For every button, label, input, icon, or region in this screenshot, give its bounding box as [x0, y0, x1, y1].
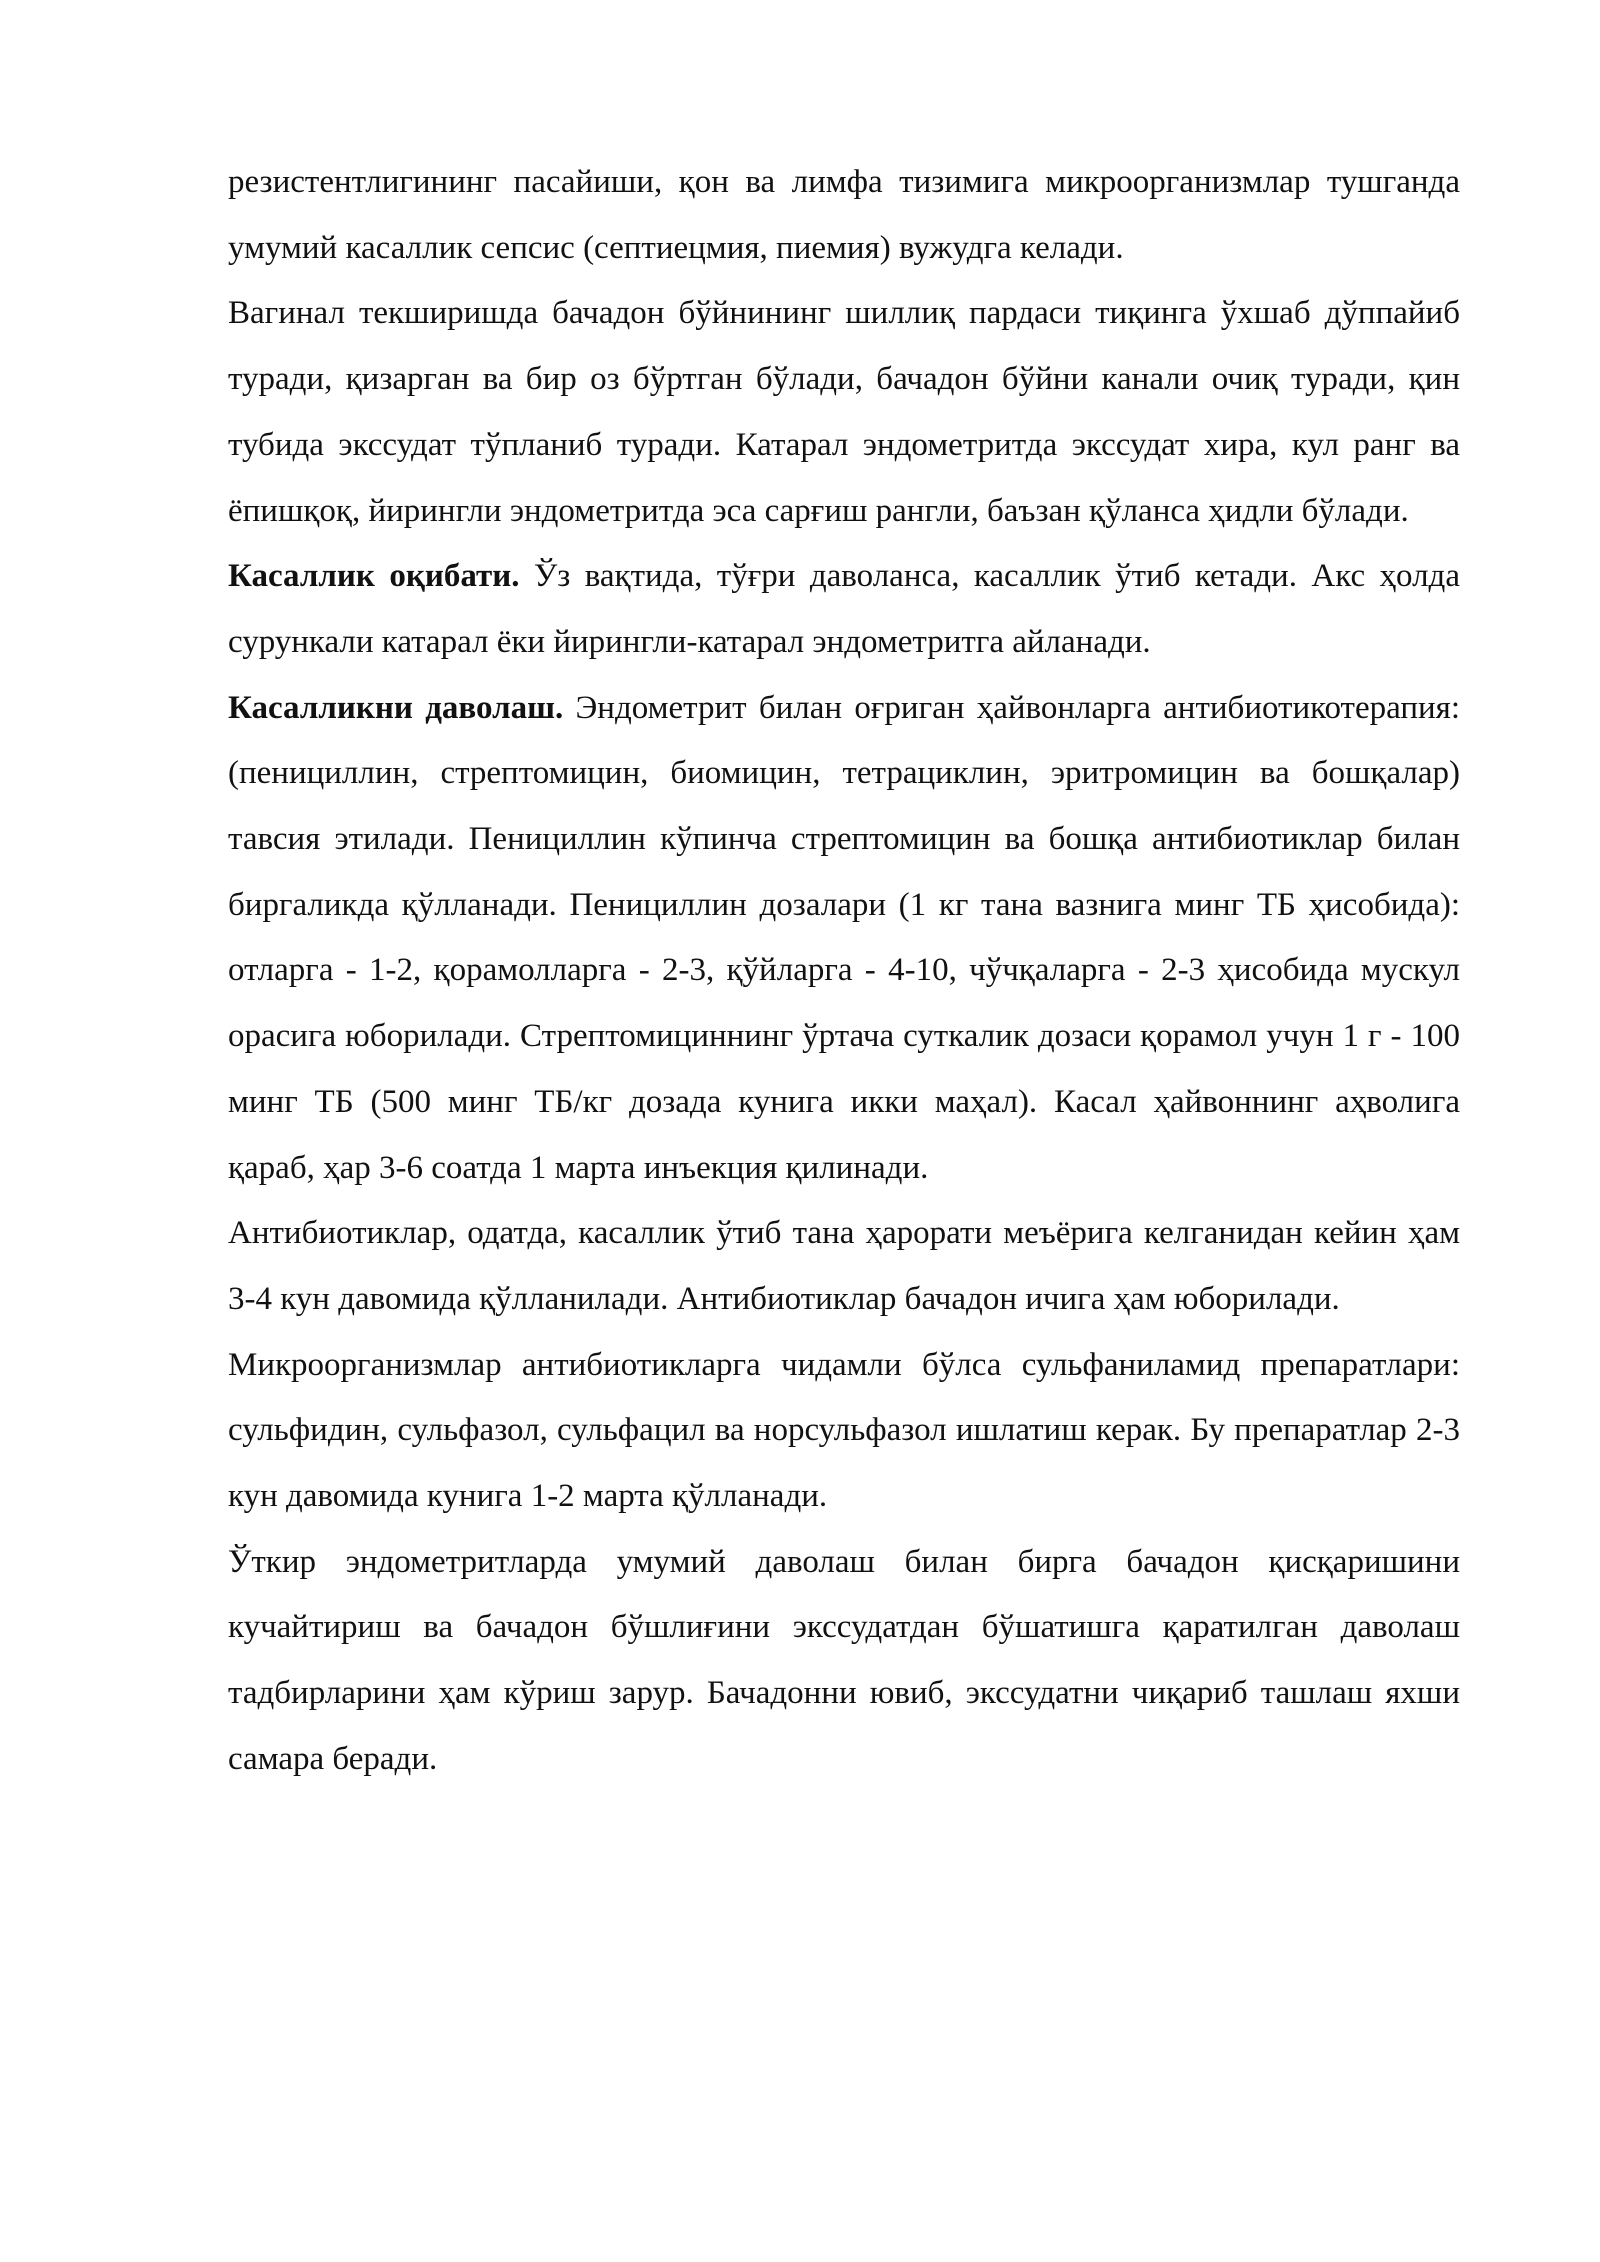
paragraph-outcome: [228, 544, 1460, 675]
paragraph-text: Антибиотиклар, одатда, касаллик ўтиб тана ҳарорати меъёрига келганидан кейин ҳам 3-4 кун давомида қўлланилади. Антибиотиклар бачадон ичига ҳам юборилади.: [228, 1215, 1460, 1317]
paragraph-acute-endometritis: [228, 1530, 1460, 1793]
paragraph-text: Вагинал текширишда бачадон бўйнининг шиллиқ пардаси тиқинга ўхшаб дўппайиб туради, қизарган ва бир оз бўртган бўлади, бачадон бўйни канали очиқ туради, қин тубида экссудат тўпланиб туради. Катарал эндометритда экссудат хира, кул ранг ва ёпишқоқ, йирингли эндометритда эса сарғиш рангли, баъзан қўланса ҳидли бўлади.: [228, 295, 1460, 529]
document-page: [228, 150, 1460, 1793]
paragraph-text: Эндометрит билан оғриган ҳайвонларга антибиотикотерапия: (пенициллин, стрептомицин, биомицин, тетрациклин, эритромицин ва бошқалар) тавсия этилади. Пенициллин кўпинча стрептомицин ва бошқа антибиотиклар билан биргаликда қўлланади. Пенициллин дозалари (1 кг тана вазнига минг ТБ ҳисобида): отларга - 1-2, қорамолларга - 2-3, қўйларга - 4-10, чўчқаларга - 2-3 ҳисобида мускул орасига юборилади. Стрептомициннинг ўртача суткалик дозаси қорамол учун 1 г - 100 минг ТБ (500 минг ТБ/кг дозада кунига икки маҳал). Касал ҳайвоннинг аҳволига қараб, ҳар 3-6 соатда 1 марта инъекция қилинади.: [228, 689, 1460, 1186]
section-heading-outcome: Касаллик оқибати.: [228, 558, 520, 595]
section-heading-treatment: Касалликни даволаш.: [228, 689, 564, 726]
paragraph-text: Ўз вақтида, тўғри даволанса, касаллик ўтиб кетади. Акс ҳолда сурункали катарал ёки йирингли-катарал эндометритга айланади.: [228, 558, 1460, 660]
paragraph-antibiotics-duration: [228, 1201, 1460, 1332]
paragraph-text: резистентлигининг пасайиши, қон ва лимфа тизимига микроорганизмлар тушганда умумий касаллик сепсис (септиецмия, пиемия) вужудга келади.: [228, 164, 1460, 266]
paragraph-text: Микроорганизмлар антибиотикларга чидамли бўлса сульфаниламид препаратлари: сульфидин, сульфазол, сульфацил ва норсульфазол ишлатиш керак. Бу препаратлар 2-3 кун давомида кунига 1-2 марта қўлланади.: [228, 1346, 1460, 1515]
paragraph-treatment: [228, 676, 1460, 1202]
paragraph-sepsis: [228, 150, 1460, 281]
paragraph-sulfonamides: [228, 1333, 1460, 1530]
paragraph-text: Ўткир эндометритларда умумий даволаш билан бирга бачадон қисқаришини кучайтириш ва бачадон бўшлиғини экссудатдан бўшатишга қаратилган даволаш тадбирларини ҳам кўриш зарур. Бачадонни ювиб, экссудатни чиқариб ташлаш яхши самара беради.: [228, 1543, 1460, 1777]
paragraph-vaginal-exam: [228, 281, 1460, 544]
